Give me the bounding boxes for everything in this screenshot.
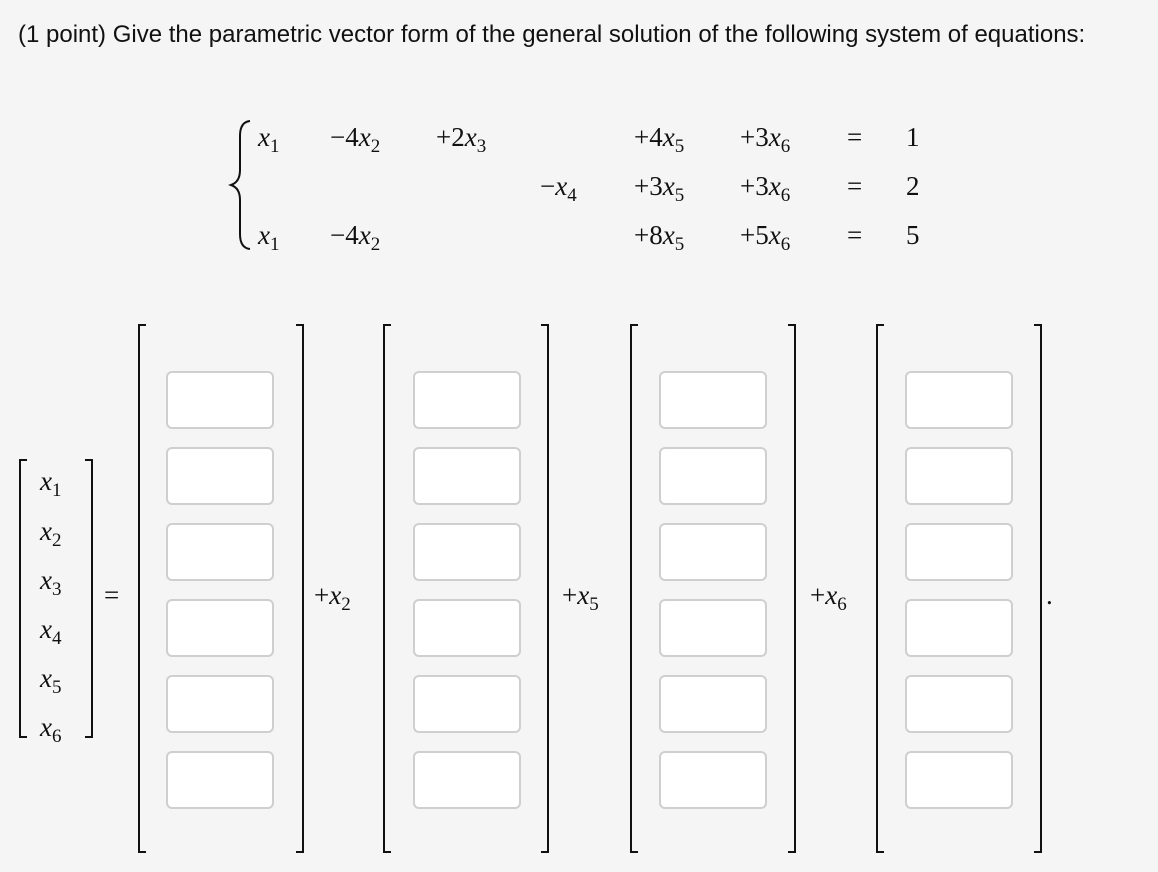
answer-input[interactable] — [413, 371, 521, 429]
answer-input[interactable] — [166, 675, 274, 733]
left-bracket — [19, 459, 27, 738]
term-x1: $x_1$ — [258, 220, 280, 255]
right-bracket — [541, 324, 549, 853]
equals-sign: = — [847, 122, 863, 152]
answer-input[interactable] — [166, 447, 274, 505]
answer-input[interactable] — [166, 523, 274, 581]
left-bracket — [876, 324, 884, 853]
answer-input[interactable] — [659, 751, 767, 809]
right-bracket — [788, 324, 796, 853]
var-x3: $x_3$ — [40, 565, 62, 600]
term-x2: $-4x_2$ — [330, 122, 381, 157]
period: . — [1046, 580, 1053, 610]
answer-input[interactable] — [905, 599, 1013, 657]
problem-prompt: (1 point) Give the parametric vector form of the general solution of the following system of equations: — [18, 21, 1086, 48]
answer-input[interactable] — [166, 371, 274, 429]
var-x5: $x_5$ — [40, 663, 62, 698]
answer-input[interactable] — [659, 447, 767, 505]
term-x1: $x_1$ — [258, 122, 280, 157]
term-x2: $-4x_2$ — [330, 220, 381, 255]
term-x5: $+3x_5$ — [634, 171, 685, 206]
var-x1: $x_1$ — [40, 466, 62, 501]
right-bracket — [85, 459, 93, 738]
rhs-value: 1 — [906, 122, 920, 152]
answer-input[interactable] — [659, 675, 767, 733]
answer-input[interactable] — [413, 599, 521, 657]
answer-input[interactable] — [166, 751, 274, 809]
answer-input[interactable] — [166, 599, 274, 657]
answer-input[interactable] — [659, 599, 767, 657]
right-bracket — [296, 324, 304, 853]
left-bracket — [383, 324, 391, 853]
term-x5: $+8x_5$ — [634, 220, 685, 255]
var-x6: $x_6$ — [40, 712, 62, 747]
answer-input[interactable] — [905, 523, 1013, 581]
answer-input[interactable] — [413, 751, 521, 809]
left-bracket — [630, 324, 638, 853]
coefficient-x5: $+x_5$ — [562, 580, 599, 615]
term-x6: $+5x_6$ — [740, 220, 791, 255]
term-x4: $-x_4$ — [540, 171, 577, 206]
answer-input[interactable] — [659, 371, 767, 429]
left-bracket — [138, 324, 146, 853]
term-x3: $+2x_3$ — [436, 122, 487, 157]
answer-input[interactable] — [905, 371, 1013, 429]
right-bracket — [1034, 324, 1042, 853]
answer-input[interactable] — [659, 523, 767, 581]
answer-input[interactable] — [413, 447, 521, 505]
answer-input[interactable] — [905, 675, 1013, 733]
var-x4: $x_4$ — [40, 614, 62, 649]
coefficient-x2: $+x_2$ — [314, 580, 351, 615]
term-x6: $+3x_6$ — [740, 171, 791, 206]
equals-sign: = — [104, 580, 120, 610]
answer-input[interactable] — [413, 675, 521, 733]
answer-input[interactable] — [905, 447, 1013, 505]
term-x5: $+4x_5$ — [634, 122, 685, 157]
answer-input[interactable] — [905, 751, 1013, 809]
coefficient-x6: $+x_6$ — [810, 580, 847, 615]
equals-sign: = — [847, 171, 863, 201]
rhs-value: 2 — [906, 171, 920, 201]
answer-input[interactable] — [413, 523, 521, 581]
term-x6: $+3x_6$ — [740, 122, 791, 157]
var-x2: $x_2$ — [40, 516, 62, 551]
system-brace — [228, 118, 254, 252]
rhs-value: 5 — [906, 220, 920, 250]
equals-sign: = — [847, 220, 863, 250]
